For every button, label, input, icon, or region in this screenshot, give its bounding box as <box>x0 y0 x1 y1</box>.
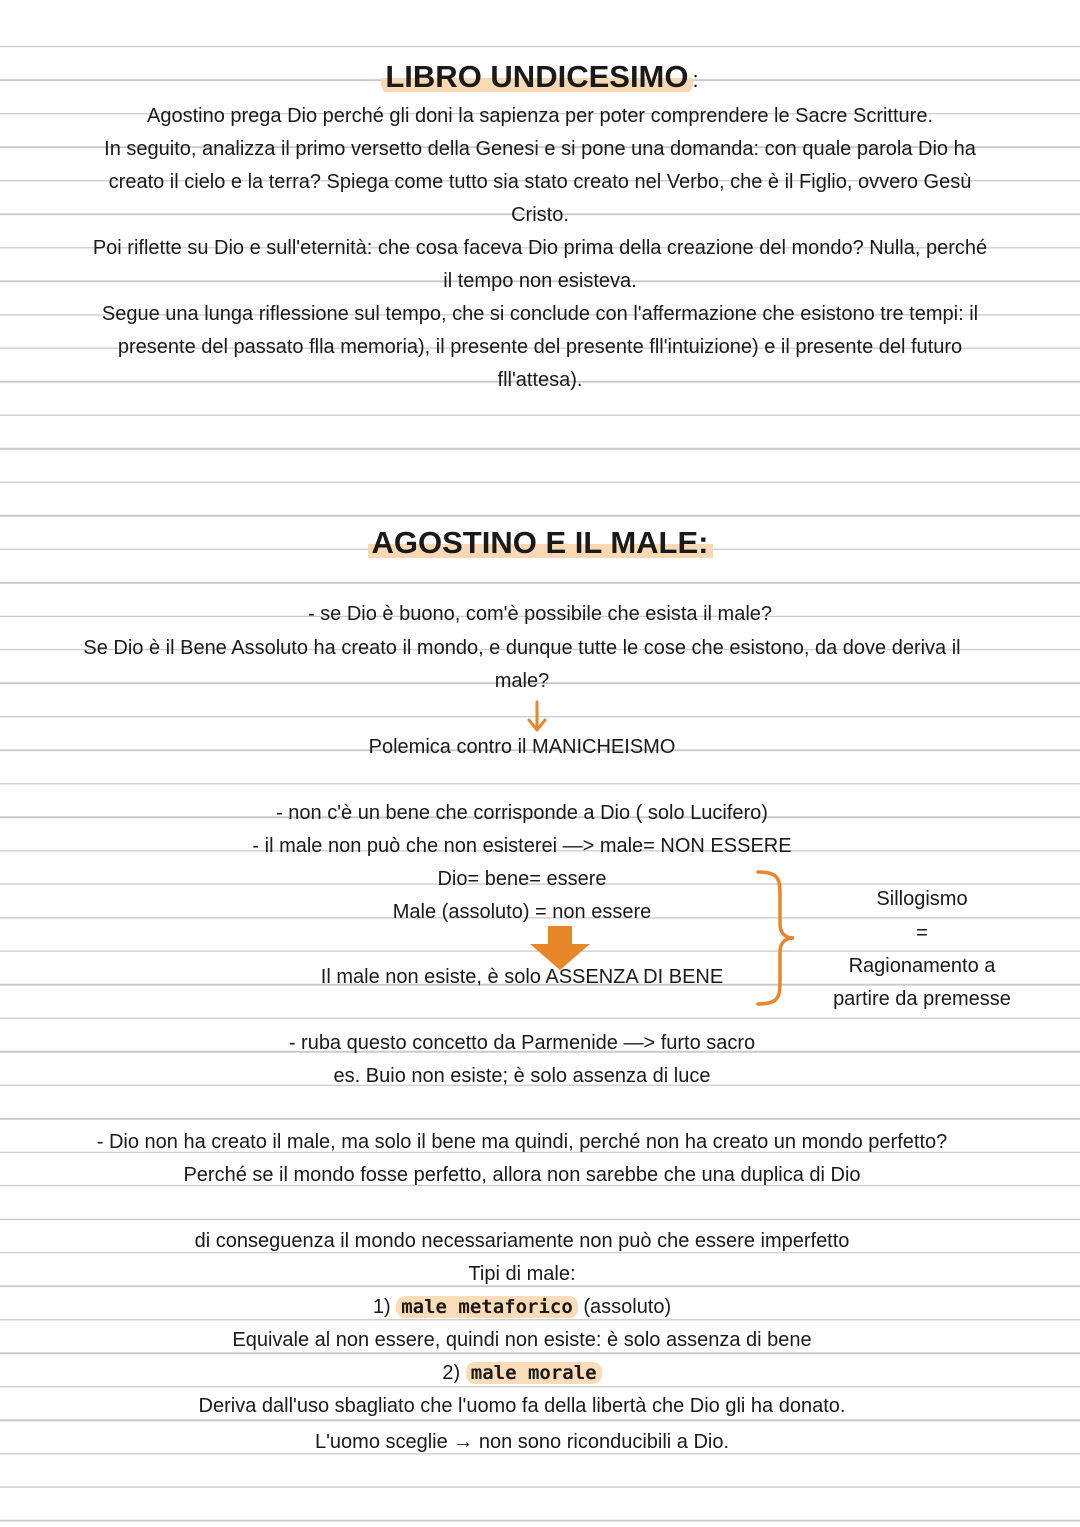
question-line: - se Dio è buono, com'è possibile che esista il male? <box>307 603 773 625</box>
syllogism-label: Sillogismo <box>876 888 968 910</box>
title-text: AGOSTINO E IL MALE: <box>368 525 713 560</box>
arrow-down-icon <box>526 700 548 734</box>
point-line: Dio= bene= essere <box>437 868 607 890</box>
point-line: Perché se il mondo fosse perfetto, allora non sarebbe che una duplica di Dio <box>183 1164 861 1186</box>
point-line: - ruba questo concetto da Parmenide —> furto sacro <box>288 1032 756 1054</box>
type-1-line <box>0 1294 1062 1320</box>
point-line: - il male non può che non esisterei —> male= NON ESSERE <box>252 835 792 857</box>
section-title-agostino-male <box>0 525 1080 561</box>
syllogism-def-line: Ragionamento a <box>848 955 996 977</box>
conclusion-prefix: Il male non esiste, è solo <box>320 966 546 988</box>
question-line: male? <box>494 670 550 692</box>
paragraph-line: presente del passato flla memoria), il presente del presente fll'intuizione) e il presente del futuro <box>117 336 963 358</box>
type-2-name: male morale <box>466 1362 602 1384</box>
syllogism-def-line: partire da premesse <box>833 988 1011 1010</box>
polemic-term: MANICHEISMO <box>532 736 676 758</box>
paragraph-line: Segue una lunga riflessione sul tempo, che si conclude con l'affermazione che esistono tre tempi: il <box>101 303 979 325</box>
type-2-line <box>0 1360 1062 1386</box>
paragraph-line: creato il cielo e la terra? Spiega come tutto sia stato creato nel Verbo, che è il Figlio, ovvero Gesù <box>108 171 972 193</box>
point-line: Male (assoluto) = non essere <box>392 901 652 923</box>
type-2-description: Deriva dall'uso sbagliato che l'uomo fa della libertà che Dio gli ha donato. <box>198 1395 846 1417</box>
point-line: di conseguenza il mondo necessariamente non può che essere imperfetto <box>194 1230 850 1252</box>
question-line: Se Dio è il Bene Assoluto ha creato il mondo, e dunque tutte le cose che esistono, da dove deriva il <box>83 637 961 659</box>
paragraph-line: Cristo. <box>511 204 569 226</box>
polemic-prefix: Polemica contro il <box>368 736 533 758</box>
paragraph-line: il tempo non esisteva. <box>443 270 637 292</box>
curly-brace-icon <box>752 868 798 1008</box>
point-line: - non c'è un bene che corrisponde a Dio ( solo Lucifero) <box>276 802 768 824</box>
point-line: - Dio non ha creato il male, ma solo il bene ma quindi, perché non ha creato un mondo perfetto? <box>96 1131 948 1153</box>
polemic-line <box>0 734 1062 760</box>
types-title: Tipi di male: <box>468 1263 576 1285</box>
type-1-number: 1) <box>372 1296 397 1318</box>
title-text: LIBRO UNDICESIMO <box>381 59 692 94</box>
type-1-name: male metaforico <box>396 1296 578 1318</box>
paragraph-line: Poi riflette su Dio e sull'eternità: che cosa faceva Dio prima della creazione del mondo? Nulla, perché <box>92 237 988 259</box>
type-2-last-line: L'uomo sceglie → non sono riconducibili a Dio. <box>314 1431 730 1453</box>
conclusion-term: ASSENZA DI BENE <box>545 966 724 988</box>
type-1-suffix: (assoluto) <box>577 1296 672 1318</box>
title-colon: : <box>692 67 699 92</box>
section-title-libro-undicesimo <box>0 59 1080 98</box>
paragraph-line: Agostino prega Dio perché gli doni la sapienza per poter comprendere le Sacre Scritture. <box>147 105 933 127</box>
syllogism-equals: = <box>916 922 928 944</box>
paragraph-line: In seguito, analizza il primo versetto della Genesi e si pone una domanda: con quale parola Dio ha <box>104 138 976 160</box>
point-line: es. Buio non esiste; è solo assenza di luce <box>333 1065 711 1087</box>
type-1-description: Equivale al non essere, quindi non esiste: è solo assenza di bene <box>232 1329 812 1351</box>
type-2-number: 2) <box>442 1362 466 1384</box>
paragraph-line: fll'attesa). <box>497 369 583 391</box>
